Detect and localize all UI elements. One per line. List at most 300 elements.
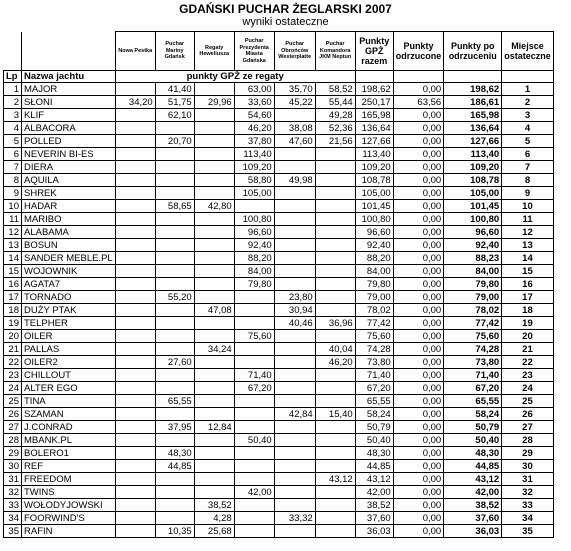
cell-puchar-mariny [155,434,194,447]
cell-points-total: 109,20 [355,161,393,174]
cell-lp: 9 [4,187,22,200]
cell-points-after-discard: 36,03 [444,525,502,538]
cell-lp: 35 [4,525,22,538]
cell-points-discarded: 63,56 [393,96,444,109]
cell-puchar-komandora [315,421,355,434]
header-blank [4,32,22,71]
table-row [4,291,554,304]
cell-points-after-discard: 109,20 [444,161,502,174]
header-puchar-prezydenta: Puchar Prezydenta Miasta Gdańska [234,32,274,71]
cell-puchar-komandora [315,304,355,317]
cell-points-after-discard: 78,02 [444,304,502,317]
cell-final-place: 5 [502,135,554,148]
cell-nowa-pestka [115,395,155,408]
cell-yacht-name: TELPHER [22,317,116,330]
cell-points-total: 71,40 [355,369,393,382]
table-row [4,434,554,447]
table-row [4,421,554,434]
header-row-2 [4,71,554,83]
cell-puchar-komandora: 49,28 [315,109,355,122]
cell-regaty-heweliusza [194,473,234,486]
cell-puchar-mariny [155,512,194,525]
cell-nowa-pestka [115,460,155,473]
cell-puchar-prezydenta [234,200,274,213]
cell-puchar-westerplatte: 49,98 [274,174,315,187]
table-row [4,408,554,421]
cell-points-total: 78,02 [355,304,393,317]
cell-puchar-mariny [155,317,194,330]
cell-nowa-pestka [115,317,155,330]
cell-yacht-name: FOORWIND'S [22,512,116,525]
cell-yacht-name: CHILLOUT [22,369,116,382]
cell-puchar-komandora [315,161,355,174]
header-points-span: punkty GPŻ ze regaty [115,71,355,83]
cell-points-discarded: 0,00 [393,161,444,174]
cell-points-total: 92,40 [355,239,393,252]
cell-puchar-westerplatte [274,330,315,343]
cell-yacht-name: J.CONRAD [22,421,116,434]
cell-points-discarded: 0,00 [393,343,444,356]
cell-points-discarded: 0,00 [393,525,444,538]
cell-regaty-heweliusza: 4,28 [194,512,234,525]
cell-yacht-name: TWINS [22,486,116,499]
table-row [4,109,554,122]
cell-yacht-name: SHREK [22,187,116,200]
cell-puchar-mariny: 20,70 [155,135,194,148]
cell-nowa-pestka: 34,20 [115,96,155,109]
cell-points-discarded: 0,00 [393,356,444,369]
cell-lp: 17 [4,291,22,304]
cell-nowa-pestka [115,187,155,200]
cell-puchar-komandora: 58,52 [315,83,355,96]
cell-puchar-prezydenta: 84,00 [234,265,274,278]
cell-points-after-discard: 136,64 [444,122,502,135]
cell-puchar-prezydenta [234,317,274,330]
cell-yacht-name: ALBACORA [22,122,116,135]
cell-puchar-prezydenta [234,421,274,434]
table-row [4,369,554,382]
cell-lp: 5 [4,135,22,148]
cell-puchar-mariny [155,343,194,356]
header-lp: Lp [4,71,22,83]
cell-points-discarded: 0,00 [393,252,444,265]
cell-puchar-prezydenta: 79,80 [234,278,274,291]
table-row [4,460,554,473]
cell-regaty-heweliusza [194,356,234,369]
cell-yacht-name: HADAR [22,200,116,213]
cell-final-place: 26 [502,408,554,421]
cell-points-discarded: 0,00 [393,83,444,96]
cell-regaty-heweliusza [194,122,234,135]
cell-puchar-westerplatte [274,473,315,486]
cell-puchar-westerplatte [274,369,315,382]
cell-nowa-pestka [115,135,155,148]
cell-nowa-pestka [115,278,155,291]
cell-yacht-name: ALABAMA [22,226,116,239]
cell-final-place: 14 [502,252,554,265]
cell-lp: 8 [4,174,22,187]
cell-puchar-prezydenta: 67,20 [234,382,274,395]
cell-lp: 6 [4,148,22,161]
cell-points-after-discard: 92,40 [444,239,502,252]
cell-points-discarded: 0,00 [393,512,444,525]
cell-final-place: 31 [502,473,554,486]
cell-puchar-prezydenta [234,356,274,369]
cell-puchar-komandora: 55,44 [315,96,355,109]
cell-nowa-pestka [115,369,155,382]
cell-points-discarded: 0,00 [393,486,444,499]
cell-points-total: 73,80 [355,356,393,369]
cell-puchar-komandora [315,187,355,200]
cell-points-total: 165,98 [355,109,393,122]
cell-final-place: 15 [502,265,554,278]
cell-nowa-pestka [115,434,155,447]
cell-lp: 25 [4,395,22,408]
cell-points-total: 36,03 [355,525,393,538]
cell-nowa-pestka [115,525,155,538]
cell-points-after-discard: 67,20 [444,382,502,395]
cell-puchar-komandora [315,447,355,460]
cell-final-place: 8 [502,174,554,187]
table-row [4,447,554,460]
cell-final-place: 18 [502,304,554,317]
cell-points-after-discard: 38,52 [444,499,502,512]
cell-nowa-pestka [115,83,155,96]
cell-points-after-discard: 50,40 [444,434,502,447]
cell-points-total: 58,24 [355,408,393,421]
cell-puchar-komandora [315,265,355,278]
cell-puchar-westerplatte [274,421,315,434]
cell-puchar-prezydenta: 50,40 [234,434,274,447]
cell-points-total: 105,00 [355,187,393,200]
cell-puchar-prezydenta [234,395,274,408]
cell-points-after-discard: 186,61 [444,96,502,109]
cell-puchar-prezydenta: 105,00 [234,187,274,200]
cell-final-place: 32 [502,486,554,499]
cell-puchar-mariny [155,187,194,200]
cell-points-after-discard: 42,00 [444,486,502,499]
cell-points-discarded: 0,00 [393,291,444,304]
cell-puchar-mariny: 37,95 [155,421,194,434]
cell-points-after-discard: 127,66 [444,135,502,148]
table-row [4,187,554,200]
cell-regaty-heweliusza [194,395,234,408]
cell-lp: 3 [4,109,22,122]
table-row [4,317,554,330]
cell-regaty-heweliusza [194,252,234,265]
cell-lp: 10 [4,200,22,213]
cell-puchar-prezydenta: 37,80 [234,135,274,148]
cell-points-discarded: 0,00 [393,265,444,278]
cell-yacht-name: KLIF [22,109,116,122]
cell-points-after-discard: 73,80 [444,356,502,369]
cell-puchar-komandora [315,213,355,226]
cell-regaty-heweliusza [194,174,234,187]
cell-final-place: 20 [502,330,554,343]
cell-puchar-komandora [315,395,355,408]
cell-puchar-prezydenta: 92,40 [234,239,274,252]
cell-puchar-westerplatte [274,356,315,369]
cell-puchar-westerplatte [274,278,315,291]
cell-puchar-westerplatte [274,343,315,356]
cell-points-discarded: 0,00 [393,109,444,122]
cell-regaty-heweliusza [194,83,234,96]
cell-puchar-prezydenta [234,343,274,356]
cell-puchar-westerplatte [274,161,315,174]
cell-points-after-discard: 88,23 [444,252,502,265]
cell-final-place: 24 [502,382,554,395]
cell-final-place: 30 [502,460,554,473]
cell-points-discarded: 0,00 [393,317,444,330]
cell-yacht-name: WOŁODYJOWSKI [22,499,116,512]
cell-points-after-discard: 79,80 [444,278,502,291]
table-row [4,278,554,291]
cell-points-total: 198,62 [355,83,393,96]
cell-lp: 1 [4,83,22,96]
cell-puchar-mariny [155,148,194,161]
header-puchar-mariny: Puchar Mariny Gdańsk [155,32,194,71]
cell-puchar-westerplatte: 30,94 [274,304,315,317]
cell-final-place: 6 [502,148,554,161]
cell-points-discarded: 0,00 [393,174,444,187]
cell-points-discarded: 0,00 [393,434,444,447]
cell-points-after-discard: 58,24 [444,408,502,421]
cell-yacht-name: FREEDOM [22,473,116,486]
cell-nowa-pestka [115,356,155,369]
cell-yacht-name: SANDER MEBLE.PL [22,252,116,265]
cell-nowa-pestka [115,343,155,356]
cell-points-discarded: 0,00 [393,460,444,473]
cell-puchar-westerplatte: 33,32 [274,512,315,525]
cell-puchar-mariny [155,382,194,395]
cell-regaty-heweliusza [194,161,234,174]
cell-points-after-discard: 105,00 [444,187,502,200]
cell-points-discarded: 0,00 [393,226,444,239]
table-row [4,356,554,369]
cell-points-after-discard: 79,00 [444,291,502,304]
cell-puchar-mariny: 51,75 [155,96,194,109]
cell-puchar-komandora [315,512,355,525]
cell-nowa-pestka [115,421,155,434]
cell-points-discarded: 0,00 [393,278,444,291]
cell-points-total: 37,60 [355,512,393,525]
cell-puchar-mariny: 65,55 [155,395,194,408]
cell-nowa-pestka [115,174,155,187]
header-row [4,32,554,71]
cell-points-total: 136,64 [355,122,393,135]
cell-puchar-westerplatte [274,226,315,239]
header-blank [355,71,393,83]
cell-points-total: 74,28 [355,343,393,356]
cell-puchar-westerplatte [274,499,315,512]
cell-puchar-prezydenta: 96,60 [234,226,274,239]
cell-points-discarded: 0,00 [393,369,444,382]
header-points-total: Punkty GPŻ razem [355,32,393,71]
cell-yacht-name: WOJOWNIK [22,265,116,278]
cell-yacht-name: DIERA [22,161,116,174]
cell-yacht-name: POLLED [22,135,116,148]
cell-puchar-mariny [155,122,194,135]
cell-lp: 23 [4,369,22,382]
cell-points-discarded: 0,00 [393,473,444,486]
cell-nowa-pestka [115,447,155,460]
cell-puchar-prezydenta: 75,60 [234,330,274,343]
cell-yacht-name: SZAMAN [22,408,116,421]
cell-points-discarded: 0,00 [393,304,444,317]
cell-puchar-prezydenta: 46,20 [234,122,274,135]
cell-puchar-mariny [155,174,194,187]
cell-puchar-komandora [315,525,355,538]
cell-puchar-prezydenta [234,408,274,421]
cell-final-place: 27 [502,421,554,434]
cell-lp: 11 [4,213,22,226]
cell-puchar-prezydenta: 33,60 [234,96,274,109]
table-row [4,395,554,408]
cell-final-place: 3 [502,109,554,122]
cell-puchar-westerplatte [274,486,315,499]
cell-puchar-westerplatte [274,382,315,395]
table-row [4,512,554,525]
header-puchar-komandora: Puchar Komandora JKM Neptun [315,32,355,71]
cell-puchar-komandora [315,486,355,499]
header-puchar-westerplatte: Puchar Obrońców Westerplatte [274,32,315,71]
cell-puchar-mariny [155,265,194,278]
cell-points-discarded: 0,00 [393,122,444,135]
cell-yacht-name: SŁONI [22,96,116,109]
cell-lp: 21 [4,343,22,356]
cell-puchar-mariny: 41,40 [155,83,194,96]
cell-points-after-discard: 71,40 [444,369,502,382]
table-row [4,122,554,135]
cell-regaty-heweliusza [194,447,234,460]
cell-puchar-mariny [155,473,194,486]
cell-lp: 7 [4,161,22,174]
cell-regaty-heweliusza [194,434,234,447]
table-row [4,148,554,161]
cell-nowa-pestka [115,512,155,525]
cell-puchar-westerplatte: 47,60 [274,135,315,148]
cell-points-total: 50,40 [355,434,393,447]
cell-regaty-heweliusza: 42,80 [194,200,234,213]
cell-points-discarded: 0,00 [393,200,444,213]
cell-points-total: 77,42 [355,317,393,330]
cell-regaty-heweliusza [194,317,234,330]
cell-points-discarded: 0,00 [393,135,444,148]
cell-nowa-pestka [115,382,155,395]
cell-regaty-heweliusza: 12,84 [194,421,234,434]
cell-puchar-westerplatte [274,187,315,200]
cell-final-place: 22 [502,356,554,369]
cell-nowa-pestka [115,408,155,421]
table-row [4,200,554,213]
cell-puchar-komandora [315,148,355,161]
cell-regaty-heweliusza [194,187,234,200]
cell-puchar-komandora: 15,40 [315,408,355,421]
cell-puchar-komandora [315,278,355,291]
cell-puchar-westerplatte [274,200,315,213]
header-regaty-heweliusza: Regaty Heweliusza [194,32,234,71]
cell-final-place: 29 [502,447,554,460]
table-row [4,174,554,187]
cell-puchar-mariny: 44,85 [155,460,194,473]
cell-points-total: 48,30 [355,447,393,460]
cell-puchar-mariny [155,252,194,265]
results-table [3,31,554,538]
cell-puchar-prezydenta [234,525,274,538]
cell-lp: 20 [4,330,22,343]
table-row [4,83,554,96]
cell-nowa-pestka [115,473,155,486]
cell-points-total: 50,79 [355,421,393,434]
cell-points-total: 84,00 [355,265,393,278]
cell-puchar-mariny [155,304,194,317]
cell-yacht-name: MAJOR [22,83,116,96]
cell-lp: 4 [4,122,22,135]
cell-yacht-name: BOLERO1 [22,447,116,460]
header-blank [444,71,502,83]
cell-puchar-komandora [315,174,355,187]
table-row [4,486,554,499]
cell-nowa-pestka [115,330,155,343]
table-row [4,330,554,343]
cell-puchar-komandora [315,291,355,304]
cell-final-place: 35 [502,525,554,538]
cell-puchar-westerplatte [274,395,315,408]
cell-puchar-komandora [315,460,355,473]
cell-puchar-komandora [315,499,355,512]
cell-points-discarded: 0,00 [393,421,444,434]
cell-puchar-mariny: 58,65 [155,200,194,213]
header-blank [393,71,444,83]
cell-points-total: 44,85 [355,460,393,473]
cell-points-after-discard: 50,79 [444,421,502,434]
cell-nowa-pestka [115,213,155,226]
cell-points-total: 65,55 [355,395,393,408]
cell-puchar-westerplatte [274,213,315,226]
cell-puchar-mariny [155,408,194,421]
cell-puchar-mariny [155,499,194,512]
cell-points-after-discard: 100,80 [444,213,502,226]
cell-yacht-name: REF [22,460,116,473]
table-row [4,96,554,109]
cell-puchar-prezydenta: 109,20 [234,161,274,174]
cell-lp: 13 [4,239,22,252]
cell-puchar-westerplatte [274,252,315,265]
table-row [4,252,554,265]
cell-puchar-komandora: 21,56 [315,135,355,148]
header-blank [502,71,554,83]
cell-lp: 33 [4,499,22,512]
cell-puchar-prezydenta [234,291,274,304]
cell-points-after-discard: 44,85 [444,460,502,473]
cell-regaty-heweliusza: 29,96 [194,96,234,109]
cell-points-discarded: 0,00 [393,408,444,421]
cell-final-place: 1 [502,83,554,96]
cell-nowa-pestka [115,200,155,213]
table-row [4,161,554,174]
cell-lp: 26 [4,408,22,421]
cell-puchar-komandora: 52,36 [315,122,355,135]
cell-nowa-pestka [115,304,155,317]
header-points-discarded: Punkty odrzucone [393,32,444,71]
cell-puchar-westerplatte [274,239,315,252]
cell-puchar-mariny [155,213,194,226]
cell-nowa-pestka [115,161,155,174]
cell-puchar-prezydenta [234,460,274,473]
cell-points-total: 108,78 [355,174,393,187]
header-yacht-name: Nazwa jachtu [22,71,116,83]
cell-puchar-komandora [315,369,355,382]
